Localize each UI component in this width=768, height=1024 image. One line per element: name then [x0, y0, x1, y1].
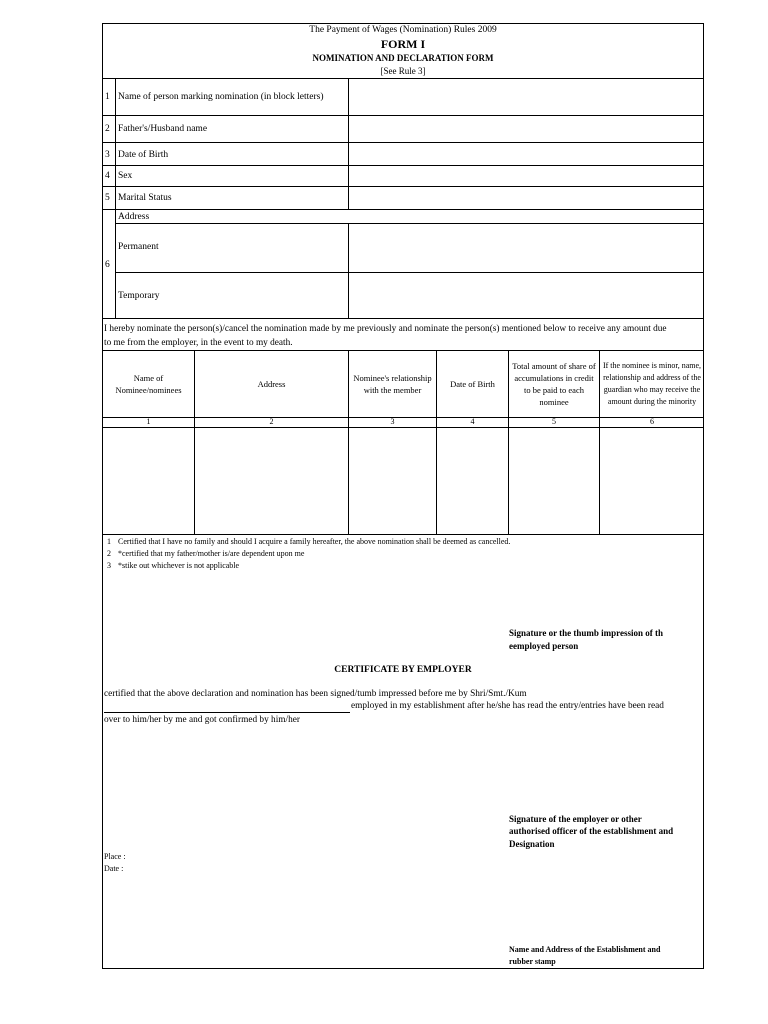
field-label-name: Name of person marking nomination (in block letters)	[118, 92, 324, 102]
col-header-dob: Date of Birth	[450, 379, 495, 389]
divider	[102, 427, 704, 428]
employer-signature-label: Signature of the employer or other	[509, 814, 642, 824]
divider	[102, 78, 704, 79]
divider	[115, 78, 116, 318]
col-header-guardian: If the nominee is minor, name, relationship and address of the guardian who may receive the amount during the minority	[602, 361, 702, 406]
col-number: 2	[269, 417, 274, 426]
field-number: 5	[105, 193, 110, 203]
col-number: 4	[470, 417, 475, 426]
date-label: Date :	[104, 864, 124, 873]
address-temporary-label: Temporary	[118, 291, 160, 301]
employer-signature-label: authorised officer of the establishment and	[509, 826, 674, 836]
col-number: 5	[552, 417, 556, 426]
col-header-share: Total amount of share of accumulations in credit to be paid to each nominee	[512, 361, 596, 407]
divider	[102, 186, 704, 187]
field-number: 6	[105, 260, 110, 270]
note-number: 2	[107, 549, 111, 558]
establishment-label: rubber stamp	[509, 957, 556, 966]
field-number: 2	[105, 124, 110, 134]
field-number: 4	[105, 171, 110, 181]
field-label-dob: Date of Birth	[118, 150, 169, 160]
col-number: 3	[390, 417, 395, 426]
note-text: *stike out whichever is not applicable	[118, 561, 240, 570]
note-number: 1	[107, 537, 111, 546]
divider	[508, 350, 509, 534]
field-number: 3	[105, 150, 110, 160]
divider	[102, 209, 704, 210]
divider	[102, 142, 704, 143]
divider	[348, 223, 349, 318]
field-number: 1	[105, 92, 110, 102]
divider	[115, 272, 704, 273]
establishment-label: Name and Address of the Establishment and	[509, 945, 661, 954]
note-text: *certified that my father/mother is/are dependent upon me	[118, 549, 305, 558]
divider	[102, 318, 704, 319]
field-label-father-husband: Father's/Husband name	[118, 124, 208, 134]
declaration-line1: I hereby nominate the person(s)/cancel the nomination made by me previously and nominate the person(s) mentioned below to receive any amount due	[104, 324, 667, 334]
employee-signature-label: eemployed person	[509, 641, 579, 651]
col-header-address: Address	[257, 379, 286, 389]
name-blank-line	[104, 712, 350, 713]
address-permanent-label: Permanent	[118, 242, 159, 252]
divider	[102, 165, 704, 166]
field-label-sex: Sex	[118, 171, 133, 181]
address-label: Address	[118, 212, 150, 222]
note-text: Certified that I have no family and should I acquire a family hereafter, the above nomination shall be deemed as cancelled.	[118, 537, 511, 546]
rule-reference: [See Rule 3]	[380, 66, 426, 76]
col-number: 1	[146, 417, 151, 426]
declaration-line2: to me from the employer, in the event to my death.	[104, 338, 293, 348]
employer-signature-label: Designation	[509, 839, 555, 849]
certificate-line3: over to him/her by me and got confirmed by him/her	[104, 715, 300, 725]
certificate-line2: employed in my establishment after he/she has read the entry/entries have been read	[351, 701, 664, 711]
col-header-nominee-name: Name of Nominee/nominees	[115, 373, 182, 395]
employee-signature-label: Signature or the thumb impression of th	[509, 628, 664, 638]
col-number: 6	[650, 417, 654, 426]
rules-line: The Payment of Wages (Nomination) Rules 2009	[309, 25, 497, 35]
col-header-relationship: Nominee's relationship with the member	[353, 373, 432, 395]
divider	[102, 115, 704, 116]
divider	[115, 223, 704, 224]
field-label-marital: Marital Status	[118, 193, 172, 203]
form-subtitle: NOMINATION AND DECLARATION FORM	[312, 53, 494, 63]
certificate-title: CERTIFICATE BY EMPLOYER	[334, 665, 472, 675]
divider	[348, 78, 349, 209]
note-number: 3	[107, 561, 111, 570]
form-title: FORM I	[380, 37, 426, 51]
certificate-line1: certified that the above declaration and nomination has been signed/tumb impressed before me by Shri/Smt./Kum	[104, 689, 527, 699]
place-label: Place :	[104, 852, 126, 861]
divider	[102, 534, 704, 535]
